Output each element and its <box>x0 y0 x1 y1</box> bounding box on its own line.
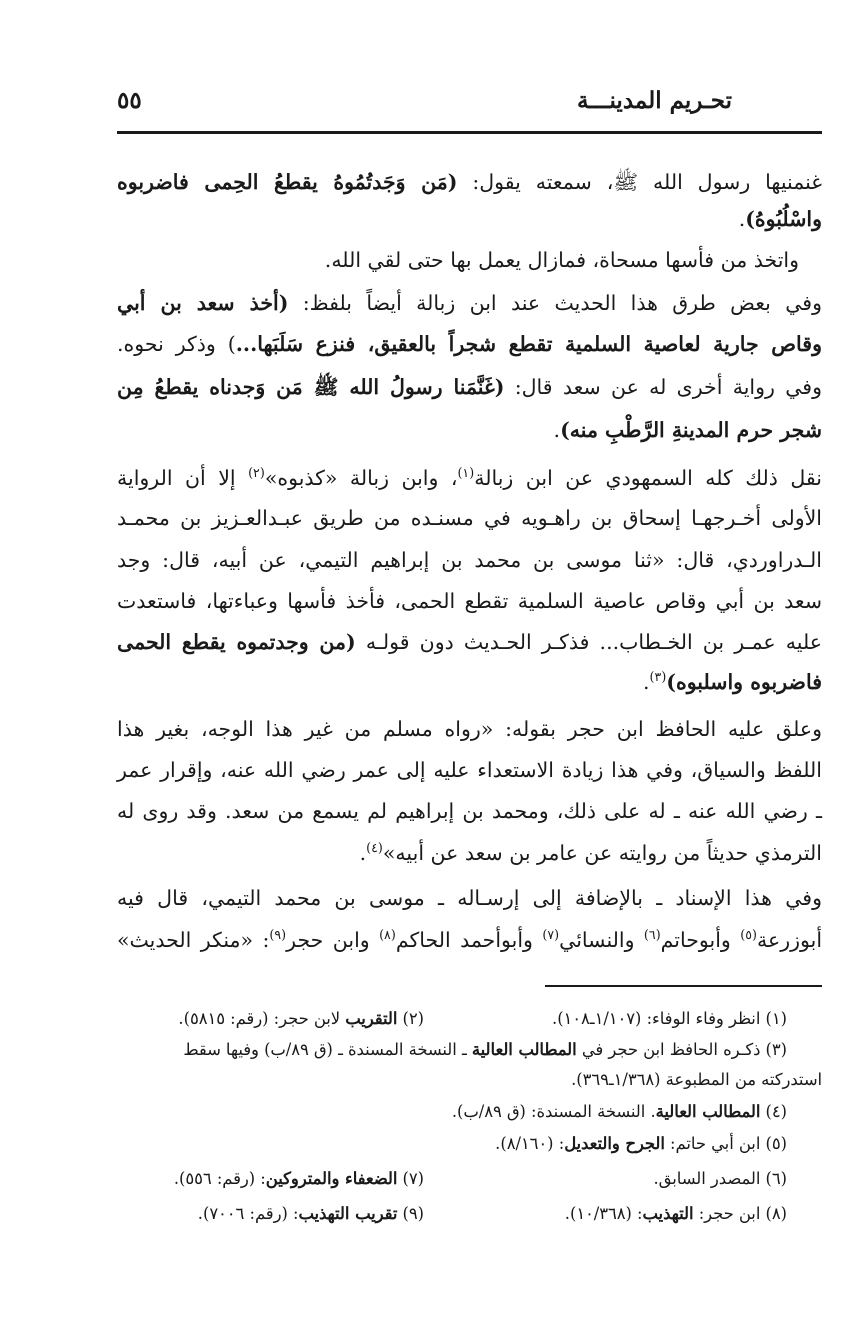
bold-text-run: وقاص جارية لعاصية السلمية تقطع شجراً بالعقيق، فنزع سَلَبَها... <box>235 332 822 356</box>
text-run: ـ رضي الله عنه ـ له على ذلك، ومحمد بن إبراهيم لم يسمع من سعد. وقد روى له <box>117 799 822 823</box>
bold-text-run: المطالب العالية <box>471 1040 577 1059</box>
bold-text-run: فاضربوه واسلبوه) <box>666 669 822 694</box>
text-run: (٨) ابن حجر: <box>693 1204 787 1223</box>
text-line <box>117 467 822 488</box>
running-header-title: تحـريم المدينـــة <box>576 87 732 114</box>
text-run: واتخذ من فأسها مسحاة، فمازال يعمل بها حتى لقي الله. <box>324 248 799 272</box>
text-run: لابن حجر: (رقم: ٥٨١٥). <box>178 1009 346 1028</box>
footnote-3-cont <box>571 1072 822 1088</box>
footnote-ref: (٨) <box>379 927 396 942</box>
text-run: (٦) المصدر السابق. <box>653 1169 787 1188</box>
text-run: ـ النسخة المسندة ـ (ق ٨٩/ب) وفيها سقط <box>183 1040 472 1059</box>
text-run: : (١٠/٣٦٨). <box>564 1204 643 1223</box>
text-line <box>117 172 822 193</box>
text-line <box>554 420 822 441</box>
text-run: وفي بعض طرق هذا الحديث عند ابن زبالة أيضاً بلفظ: <box>288 291 822 315</box>
text-run: وأبوحاتم <box>660 927 741 952</box>
text-line <box>325 250 799 271</box>
text-run: ) وذكر نحوه. <box>117 332 236 356</box>
text-line <box>117 334 822 355</box>
text-run: وأبوأحمد الحاكم <box>395 927 543 952</box>
text-run: . <box>642 669 650 694</box>
footnote-ref: (٢) <box>248 465 265 480</box>
text-run: استدركته من المطبوعة (١/٣٦٨ـ٣٦٩). <box>571 1070 822 1089</box>
text-line <box>117 888 822 909</box>
footnote-rule <box>545 985 822 987</box>
footnote-ref: (٣) <box>649 669 667 684</box>
footnote-6 <box>654 1171 788 1187</box>
text-line <box>739 209 822 230</box>
text-run: . النسخة المسندة: (ق ٨٩/ب). <box>451 1102 656 1121</box>
page-number: ٥٥ <box>117 87 142 114</box>
text-run: : «منكر الحديث» <box>117 927 270 952</box>
text-run: سعد بن أبي وقاص عاصية السلمية تقطع الحمى، فأخذ فأسها وعباءتها، فاستعدت <box>117 589 822 613</box>
bold-text-run: التهذيب <box>642 1204 694 1223</box>
bold-text-run: المطالب العالية <box>655 1102 761 1121</box>
text-run: (٣) ذكـره الحافظ ابن حجر في <box>576 1040 787 1059</box>
text-line <box>643 671 822 692</box>
footnote-9 <box>198 1206 424 1222</box>
text-run: : (٨/١٦٠). <box>495 1134 565 1153</box>
text-run: وعلق عليه الحافظ ابن حجر بقوله: «رواه مسلم من غير هذا الوجه، بغير هذا <box>117 717 822 741</box>
text-line <box>117 801 822 822</box>
text-run: نقل ذلك كله السمهودي عن ابن زبالة <box>474 465 822 490</box>
footnote-4 <box>452 1104 787 1120</box>
text-run: أبوزرعة <box>757 927 823 952</box>
text-run: عليه عمـر بن الخـطاب... فذكـر الحـديث دون قولـه <box>355 630 822 654</box>
text-line <box>117 760 822 781</box>
bold-text-run: التقريب <box>345 1009 398 1028</box>
text-line <box>117 929 822 950</box>
text-run: (٤) <box>760 1102 787 1121</box>
bold-text-run: الجرح والتعديل <box>564 1134 665 1153</box>
footnote-ref: (٥) <box>740 927 757 942</box>
bold-text-run: (من وجدتموه يقطع الحمى <box>117 630 356 654</box>
text-run: وفي هذا الإسناد ـ بالإضافة إلى إرسـاله ـ موسى بن محمد التيمي، قال فيه <box>117 886 822 910</box>
bold-text-run: (أخذ سعد بن أبي <box>117 291 289 315</box>
footnote-8 <box>565 1206 787 1222</box>
text-line <box>117 377 822 398</box>
text-run: الترمذي حديثاً من روايته عن عامر بن سعد عن أبيه» <box>382 840 822 865</box>
bold-text-run: الضعفاء والمتروكين <box>265 1169 398 1188</box>
text-run: وفي رواية أخرى له عن سعد قال: <box>504 375 822 399</box>
text-run: ، وابن زبالة «كذبوه» <box>264 465 458 490</box>
text-line <box>117 293 822 314</box>
text-run: (١) انظر وفاء الوفاء: (١/١٠٧ـ١٠٨). <box>552 1009 787 1028</box>
footnote-1 <box>552 1011 787 1027</box>
footnote-2 <box>178 1011 424 1027</box>
text-run: . <box>359 840 367 865</box>
footnote-ref: (٦) <box>643 927 661 942</box>
bold-text-run: (مَن وَجَدتُمُوهُ يقطعُ الحِمى فاضربوه <box>117 170 458 194</box>
text-line <box>360 842 822 863</box>
text-run: (٩) <box>397 1204 424 1223</box>
text-run: وابن حجر <box>286 927 380 952</box>
footnote-5 <box>495 1136 787 1152</box>
text-line <box>117 591 822 612</box>
footnote-ref: (١) <box>457 465 475 480</box>
text-run: (٢) <box>397 1009 424 1028</box>
footnote-ref: (٧) <box>542 927 560 942</box>
text-run: (٥) ابن أبي حاتم: <box>664 1134 787 1153</box>
text-run: : (رقم: ٥٥٦). <box>173 1169 266 1188</box>
text-line <box>117 550 822 571</box>
bold-text-run: (غَنَّمَنا رسولُ الله ﷺ مَن وَجدناه يقطعُ مِن <box>117 375 505 399</box>
text-run: غنمنيها رسول الله ﷺ، سمعته يقول: <box>457 170 822 194</box>
text-line <box>117 632 822 653</box>
text-run: اللفظ والسياق، وفي هذا زيادة الاستعداء عليه إلى عمر رضي الله عنه، وإقرار عمر <box>117 758 822 782</box>
text-run: . <box>738 207 746 231</box>
footnote-7 <box>174 1171 424 1187</box>
bold-text-run: واسْلُبُوهُ) <box>745 207 822 231</box>
text-run: : (رقم: ٧٠٠٦). <box>197 1204 299 1223</box>
text-run: إلا أن الرواية <box>117 465 249 490</box>
text-run: الـدراوردي، قال: «ثنا موسى بن محمد بن إبراهيم التيمي، عن أبيه، قال: وجد <box>117 548 822 572</box>
bold-text-run: تقريب التهذيب <box>298 1204 398 1223</box>
text-run: (٧) <box>397 1169 424 1188</box>
footnote-ref: (٤) <box>366 840 383 855</box>
text-line <box>117 719 822 740</box>
bold-text-run: شجر حرم المدينةِ الرَّطْبِ منه) <box>560 418 822 442</box>
footnote-3 <box>183 1042 787 1058</box>
text-run: الأولى أخـرجهـا إسحاق بن راهـويه في مسنـده من طريق عبـدالعـزيز بن محمـد <box>117 506 822 530</box>
text-line <box>117 508 822 529</box>
text-run: . <box>553 418 561 442</box>
footnote-ref: (٩) <box>269 927 287 942</box>
header-rule <box>117 131 822 134</box>
text-run: والنسائي <box>559 927 644 952</box>
